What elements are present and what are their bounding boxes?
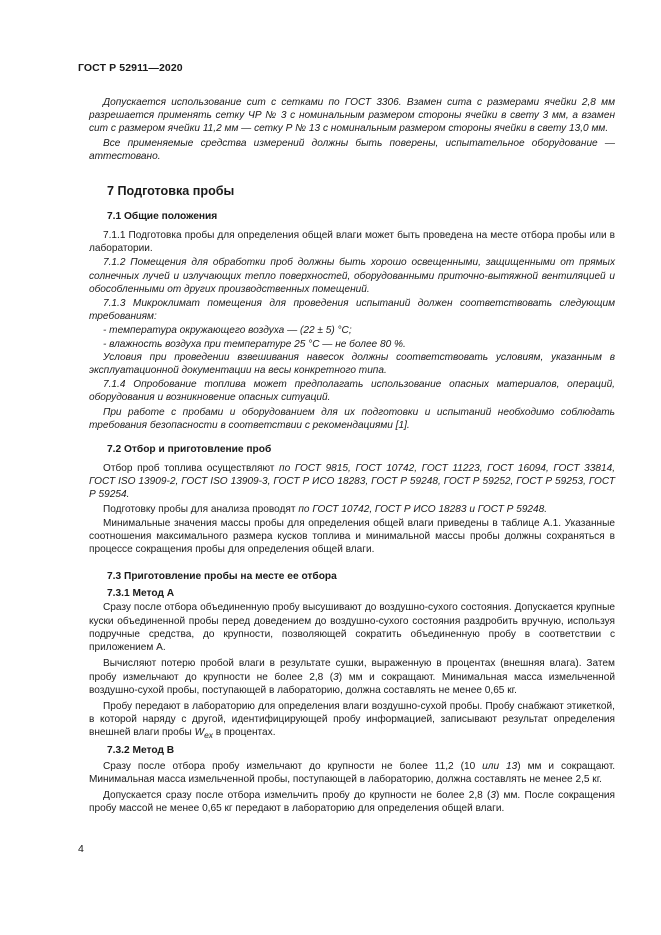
section-7-1-title: 7.1 Общие положения: [107, 211, 218, 223]
paragraph-7-1-3: 7.1.3 Микроклимат помещения для проведения испытаний должен соответствовать следующим требованиям:: [89, 298, 615, 323]
list-item-temperature: - температура окружающего воздуха — (22 ± 5) °С;: [103, 325, 352, 337]
external-moisture-symbol: W: [194, 727, 205, 739]
document-body: [89, 96, 615, 816]
method-b-paragraph-crushing: Сразу после отбора пробу измельчают до крупности не более 11,2 (10 или 13) мм и сокращают. Минимальная масса измельченной пробы, поступающей в лабораторию, должна составлять не менее 2,5 кг.: [89, 760, 615, 785]
document-header: ГОСТ Р 52911—2020: [78, 62, 183, 74]
paragraph-weighing-conditions: Условия при проведении взвешивания навесок должны соответствовать условиям, указанным в эксплуатационной документации на весы конкретного типа.: [89, 351, 615, 377]
method-a-paragraph-labelling: Пробу передают в лабораторию для определения влаги воздушно-сухой пробы. Пробу снабжают этикеткой, в которой наряду с другой, идентифицирующей пробу информацией, записывают результат определения внешней влаги пробы $W_{ex}$ в процентах.: [89, 700, 615, 741]
method-b-title: 7.3.2 Метод В: [107, 744, 175, 756]
paragraph-safety-requirements: При работе с пробами и оборудованием для их подготовки и испытаний необходимо соблюдать требования безопасности в соответствии с рекомендациями [1].: [89, 406, 615, 431]
section-7-3-title: 7.3 Приготовление пробы на месте ее отбора: [107, 571, 337, 583]
paragraph-7-1-2: 7.1.2 Помещения для обработки проб должны быть хорошо освещенными, защищенными от прямых солнечных лучей и излучающих тепло поверхностей, оборудованными приточно-вытяжной вентиляцией и обособленными от других производственных помещений.: [89, 257, 615, 295]
page-number: 4: [78, 843, 84, 855]
paragraph-7-1-4: 7.1.4 Опробование топлива может предполагать использование опасных материалов, операций, оборудования и возникновение опасных ситуаций.: [89, 379, 615, 404]
paragraph-preparation-standards: Подготовку пробы для анализа проводят по ГОСТ 10742, ГОСТ Р ИСО 18283 и ГОСТ Р 59248.: [103, 503, 548, 515]
method-a-title: 7.3.1 Метод А: [107, 588, 175, 600]
intro-paragraph-calibration: Все применяемые средства измерений должны быть поверены, испытательное оборудование — аттестовано.: [89, 137, 615, 162]
section-7-title: 7 Подготовка пробы: [107, 184, 235, 199]
list-item-humidity: - влажность воздуха при температуре 25 °С — не более 80 %.: [103, 338, 406, 350]
method-b-paragraph-alternative: Допускается сразу после отбора измельчить пробу до крупности не более 2,8 (3) мм. После сокращения пробу массой не менее 0,65 кг передают в лабораторию для определения общей влаги.: [89, 789, 616, 815]
method-a-paragraph-moisture-loss: Вычисляют потерю пробой влаги в результате сушки, выраженную в процентах (внешняя влага). Затем пробу измельчают до крупности не более 2,8 (3) мм и сокращают. Минимальная масса измельченной воздушно-сухой пробы, поступающей в лабораторию, должна составлять не менее 0,65 кг.: [89, 658, 615, 696]
intro-paragraph-sieves: Допускается использование сит с сетками по ГОСТ 3306. Взамен сита с размерами ячейки 2,8 мм разрешается применять сетку ЧР № 3 с номинальным размером стороны ячейки в свету 3 мм, а взамен сит с размером ячейки 11,2 мм — сетку Р № 13 с номинальным размером стороны ячейки в свету 13,0 мм.: [89, 97, 615, 135]
paragraph-minimum-mass: Минимальные значения массы пробы для определения общей влаги приведены в таблице А.1. Указанные соотношения максимального размера кусков топлива и минимальной массы пробы должны сохраняться в процессе сокращения пробы для определения общей влаги.: [89, 517, 615, 556]
section-7-2-title: 7.2 Отбор и приготовление проб: [107, 444, 272, 456]
method-a-paragraph-drying: Сразу после отбора объединенную пробу высушивают до воздушно-сухого состояния. Допускается крупные куски объединенной пробы перед доведением до воздушно-сухого состояния раздробить вручную, используя подручные средства, до крупности, позволяющей сократить объединенную пробу в соответствии с приложением А.: [89, 602, 615, 654]
paragraph-sampling-standards: Отбор проб топлива осуществляют по ГОСТ 9815, ГОСТ 10742, ГОСТ 11223, ГОСТ 16094, ГОСТ 33814, ГОСТ ISO 13909-2, ГОСТ ISO 13909-3, ГОСТ Р ИСО 18283, ГОСТ Р 59248, ГОСТ Р 59252, ГОСТ Р 59253, ГОСТ Р 59254.: [89, 463, 616, 501]
paragraph-7-1-1: 7.1.1 Подготовка пробы для определения общей влаги может быть проведена на месте отбора пробы или в лаборатории.: [89, 230, 615, 255]
